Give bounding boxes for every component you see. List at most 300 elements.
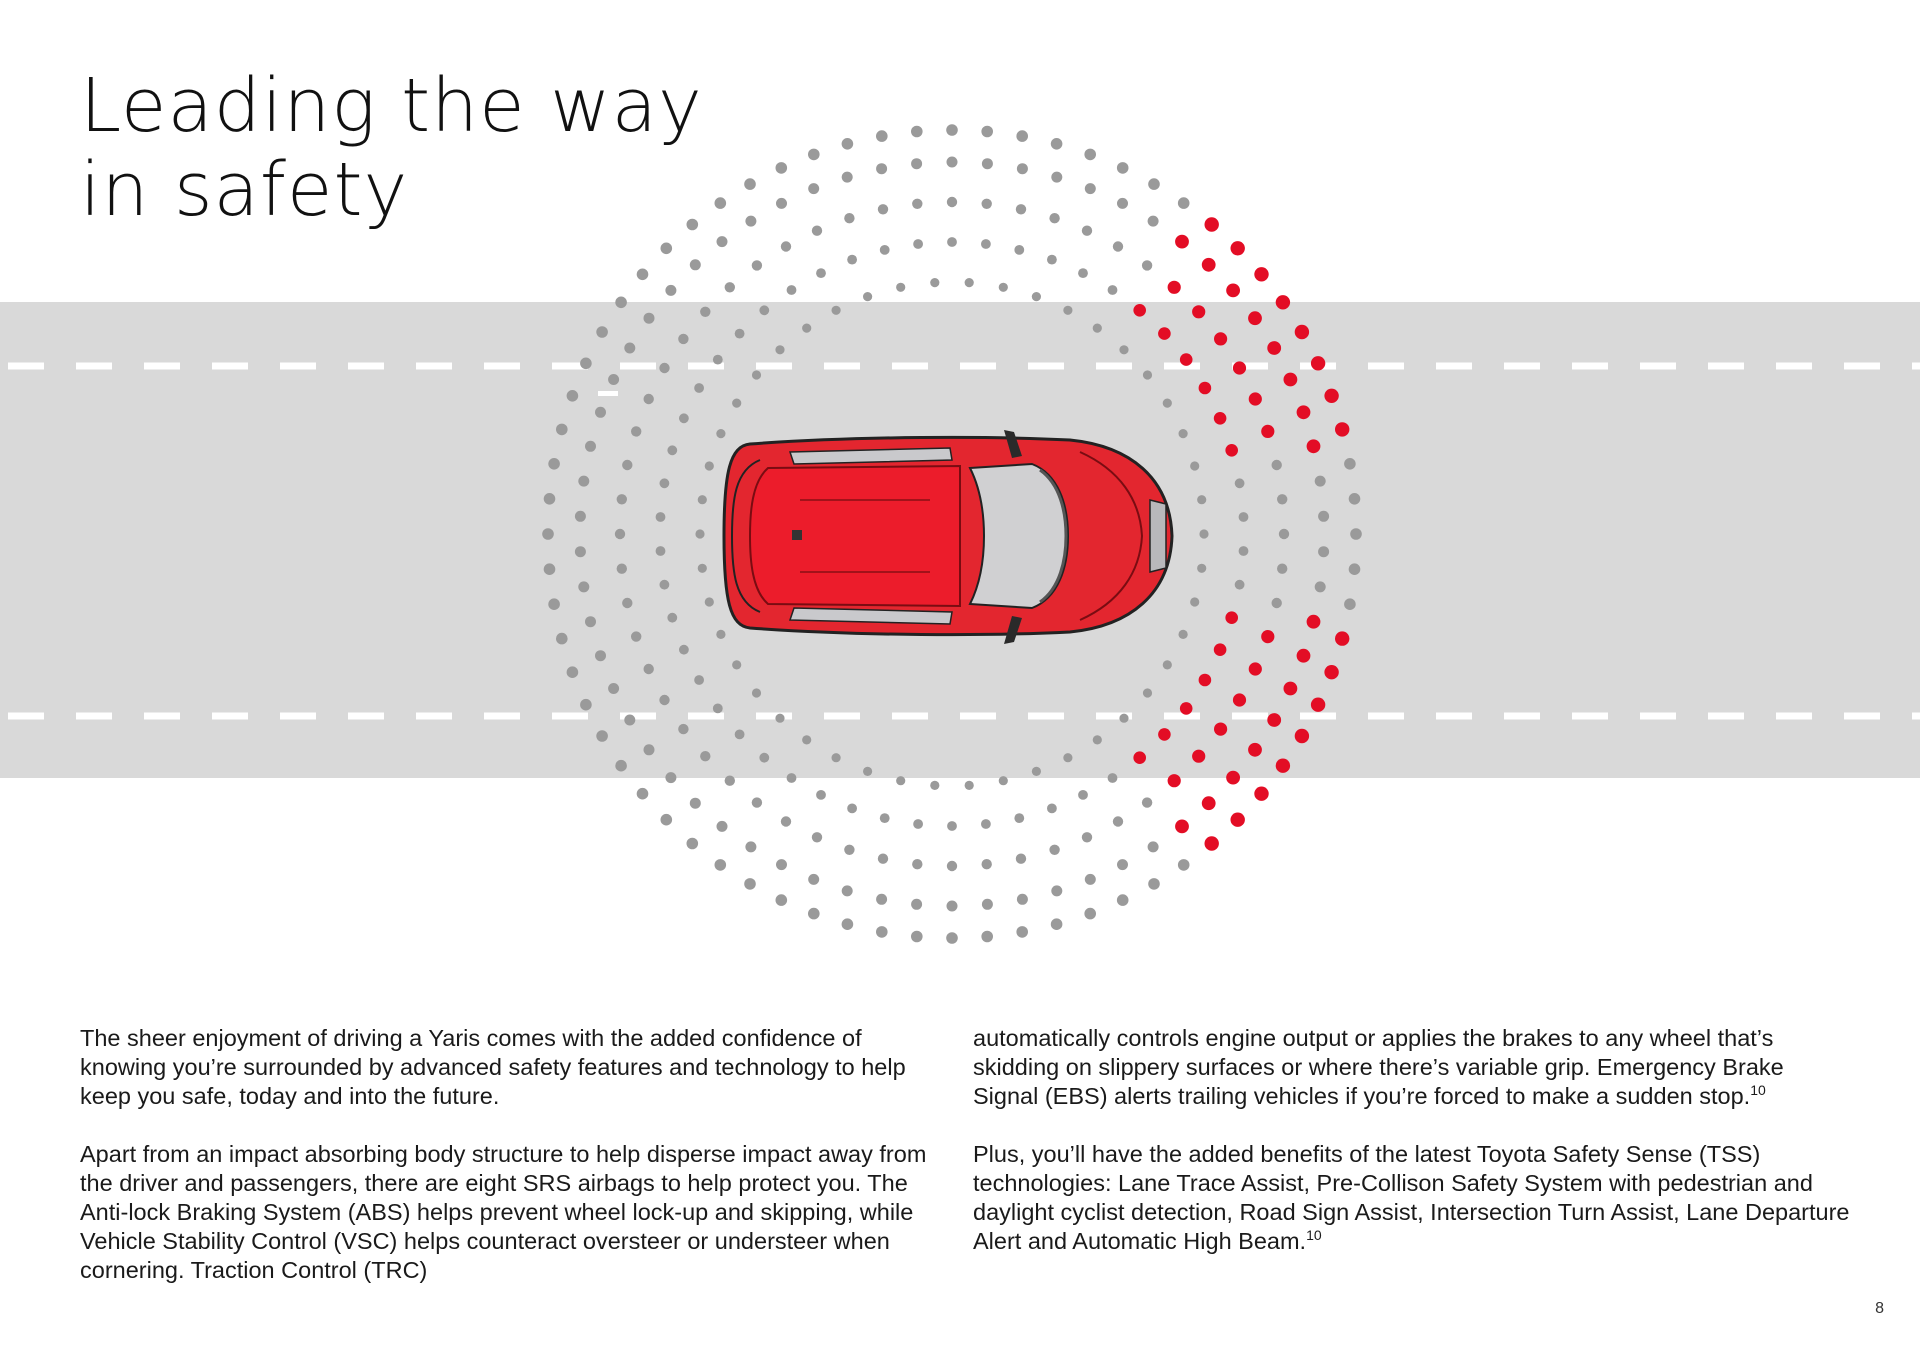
sensor-dot-active [1284,682,1298,696]
sensor-dot [1143,688,1152,697]
sensor-dot [1178,197,1190,209]
sensor-dot [1239,546,1249,556]
sensor-dot [725,282,735,292]
sensor-dot [1082,226,1092,236]
sensor-dot [1085,183,1096,194]
sensor-dot [700,307,710,317]
sensor-dot [1014,245,1024,255]
sensor-dot [678,334,688,344]
sensor-dot-active [1295,325,1309,339]
sensor-dot [880,245,890,255]
sensor-dot [781,816,791,826]
sensor-dot [578,581,589,592]
sensor-dot [1051,918,1063,930]
sensor-dot [947,237,957,247]
sensor-dot [1049,845,1059,855]
sensor-dot [816,790,826,800]
sensor-dot [580,699,592,711]
sensor-dot [1093,324,1102,333]
sensor-dot-active [1133,751,1146,764]
sensor-dot [732,399,741,408]
sensor-dot [776,859,787,870]
footnote-reference: 10 [1306,1227,1322,1243]
sensor-dot [644,313,655,324]
sensor-dot [1148,216,1159,227]
sensor-dot-active [1267,341,1281,355]
sensor-dot [946,124,958,136]
sensor-dot [542,528,554,540]
sensor-dot [876,926,888,938]
sensor-dot-active [1307,439,1321,453]
sensor-dot [608,374,619,385]
sensor-dot [1084,149,1096,161]
sensor-dot [1272,460,1282,470]
sensor-dot [1148,178,1160,190]
sensor-dot [947,901,958,912]
sensor-dot [808,908,820,920]
sensor-dot [544,563,556,575]
sensor-dot-active [1261,425,1274,438]
sensor-dot [595,407,606,418]
sensor-dot [965,781,974,790]
sensor-dot [847,804,857,814]
sensor-dot [732,660,741,669]
sensor-dot [1148,878,1160,890]
sensor-dot [1190,597,1199,606]
sensor-dot [802,735,811,744]
body-paragraph [973,1024,1853,1111]
sensor-dot [776,198,787,209]
body-column-left [80,1024,940,1314]
sensor-dot [775,345,784,354]
sensor-dot [1078,790,1088,800]
sensor-dot [781,241,791,251]
sensor-dot [1078,268,1088,278]
sensor-dot [1085,874,1096,885]
sensor-dot [715,859,727,871]
sensor-dot [1063,306,1072,315]
sensor-dot [1239,512,1249,522]
sensor-dot [982,158,993,169]
sensor-dot-active [1231,813,1245,827]
sensor-dot [745,216,756,227]
sensor-dot-active [1233,693,1246,706]
sensor-dot-active [1192,750,1205,763]
sensor-dot [863,767,872,776]
sensor-dot [1032,292,1041,301]
sensor-dot [1119,714,1128,723]
sensor-dot [982,199,992,209]
sensor-dot [946,932,958,944]
sensor-dot [1318,546,1329,557]
sensor-dot [1047,804,1057,814]
sensor-dot [1014,813,1024,823]
sensor-dot [608,683,619,694]
sensor-dot-active [1214,412,1227,425]
sensor-dot-active [1307,615,1321,629]
sensor-dot [1349,493,1361,505]
sensor-dot [912,199,922,209]
sensor-dot [1235,478,1245,488]
sensor-dot-active [1248,311,1262,325]
sensor-dot [567,390,579,402]
sensor-dot-active [1226,771,1240,785]
sensor-dot [1051,138,1063,150]
sensor-dot [1017,163,1028,174]
sensor-dot [744,178,756,190]
sensor-dot-active [1205,217,1219,231]
sensor-dot [816,268,826,278]
sensor-dot [715,197,727,209]
sensor-dot-active [1168,774,1181,787]
sensor-dot [631,426,641,436]
sensor-dot [622,460,632,470]
sensor-dot [1197,564,1206,573]
sensor-dot [999,283,1008,292]
sensor-dot [687,219,699,231]
sensor-dot [775,714,784,723]
sensor-dot [665,285,676,296]
sensor-dot-active [1249,392,1262,405]
sensor-dot-active [1284,373,1298,387]
sensor-dot [1084,908,1096,920]
sensor-dot [585,441,596,452]
sensor-dot [1113,241,1123,251]
sensor-dot-active [1205,836,1219,850]
sensor-dot-active [1133,304,1146,317]
sensor-dot [930,781,939,790]
sensor-dot [1277,564,1287,574]
sensor-dot-active [1295,729,1309,743]
sensor-dot-active [1254,267,1268,281]
sensor-dot [876,894,887,905]
sensor-dot [580,358,592,370]
sensor-dot [744,878,756,890]
sensor-dot-active [1202,796,1216,810]
sensor-dot [1049,213,1059,223]
sensor-dot [787,773,797,783]
sensor-dot [752,260,762,270]
sensor-dot [544,493,556,505]
sensor-dot [1344,598,1356,610]
sensor-dot [698,495,707,504]
sensor-dot [896,776,905,785]
sensor-dot [1082,832,1092,842]
sensor-dot [548,598,560,610]
sensor-dot [844,213,854,223]
sensor-dot [694,383,704,393]
sensor-dot-active [1180,702,1193,715]
title-line-2: in safety [80,147,409,233]
sensor-dot [1235,580,1245,590]
sensor-dot-active [1311,356,1325,370]
footnote-reference: 10 [1750,1082,1766,1098]
sensor-dot [913,239,923,249]
sensor-dot [661,243,673,255]
body-text: automatically controls engine output or applies the brakes to any wheel that’s skidding on slippery surfaces or where there’s variable grip. Emergency Brake Signal (EBS) alerts trailing vehicles if you’re forced to make a sudden stop. [973,1025,1784,1109]
sensor-dot [1142,797,1152,807]
sensor-dot [637,269,649,281]
sensor-dot [1117,198,1128,209]
sensor-dot [832,753,841,762]
sensor-dot [656,546,666,556]
sensor-dot [842,885,853,896]
sensor-dot [759,753,769,763]
sensor-dot [844,845,854,855]
sensor-dot [595,650,606,661]
sensor-dot [947,157,958,168]
sensor-dot [679,413,689,423]
sensor-dot [659,695,669,705]
sensor-dot [695,529,704,538]
sensor-dot [713,355,723,365]
sensor-dot [1117,859,1128,870]
sensor-dot-active [1214,643,1227,656]
sensor-dot [1119,345,1128,354]
sensor-dot [878,854,888,864]
sensor-dot [981,931,993,943]
sensor-dot [644,744,655,755]
sensor-dot [1148,841,1159,852]
sensor-dot [1318,511,1329,522]
sensor-dot-active [1297,649,1311,663]
sensor-dot [735,329,745,339]
sensor-dot-active [1214,723,1227,736]
sensor-dot-active [1225,611,1238,624]
sensor-dot [1315,476,1326,487]
sensor-dot-active [1199,674,1212,687]
sensor-dot [880,813,890,823]
sensor-dot [687,838,699,850]
sensor-dot-active [1158,728,1171,741]
sensor-dot [548,458,560,470]
sensor-dot [1344,458,1356,470]
sensor-dot [1117,894,1129,906]
sensor-dot [752,688,761,697]
sensor-dot [776,162,788,174]
car-icon [724,430,1172,644]
sensor-dot [1051,885,1062,896]
sensor-dot [876,130,888,142]
sensor-dot [982,859,992,869]
sensor-dot [847,255,857,265]
sensor-dot [1016,854,1026,864]
sensor-dot [878,204,888,214]
sensor-dot-active [1267,713,1281,727]
sensor-dot [1063,753,1072,762]
sensor-dot [556,424,568,436]
sensor-dot-active [1202,258,1216,272]
sensor-dot [624,343,635,354]
sensor-dot [1279,529,1289,539]
sensor-dot [637,788,649,800]
sensor-dot [705,597,714,606]
sensor-dot [1108,285,1118,295]
sensor-dot [665,772,676,783]
sensor-dot [725,776,735,786]
sensor-dot [1143,370,1152,379]
sensor-dot [911,126,923,138]
sensor-dot [911,158,922,169]
sensor-dot [808,183,819,194]
sensor-dot [1117,162,1129,174]
sensor-dot [624,715,635,726]
sensor-dot [842,172,853,183]
sensor-dot [947,197,957,207]
sensor-dot [930,278,939,287]
sensor-dot [716,429,725,438]
sensor-dot [1277,494,1287,504]
sensor-dot [1142,260,1152,270]
sensor-dot [776,894,788,906]
sensor-dot-active [1168,281,1181,294]
sensor-dot [1349,563,1361,575]
body-paragraph [973,1140,1853,1256]
body-text: Plus, you’ll have the added benefits of the latest Toyota Safety Sense (TSS) technologies: Lane Trace Assist, Pre-Collison Safety System with pedestrian and daylight cyclist detection, Road Sign Assist, Intersection Turn Assist, Lane Departure Alert and Automatic High Beam. [973,1141,1850,1254]
sensor-dot [644,664,654,674]
sensor-dot [735,730,745,740]
sensor-dot [842,138,854,150]
sensor-dot [1163,399,1172,408]
sensor-dot [1047,255,1057,265]
sensor-dot [690,798,701,809]
sensor-dot [981,126,993,138]
sensor-dot [596,730,608,742]
sensor-dot-active [1226,284,1240,298]
sensor-dot-active [1175,235,1189,249]
sensor-dot [556,633,568,645]
sensor-dot-active [1335,422,1349,436]
sensor-dot [700,751,710,761]
sensor-dot [679,645,689,655]
sensor-dot-active [1276,759,1290,773]
sensor-dot-active [1175,820,1189,834]
sensor-dot [615,760,627,772]
page-number: 8 [1875,1300,1884,1317]
sensor-dot [617,564,627,574]
sensor-dot [752,370,761,379]
sensor-dot [1350,528,1362,540]
sensor-dot [1016,926,1028,938]
sensor-dot-active [1276,295,1290,309]
body-paragraph: Apart from an impact absorbing body structure to help disperse impact away from the driver and passengers, there are eight SRS airbags to help protect you. The Anti-lock Braking System (ABS) helps prevent wheel lock-up and skipping, while Vehicle Stability Control (VSC) helps counteract oversteer or understeer when cornering. Traction Control (TRC) [80,1141,927,1283]
sensor-dot [863,292,872,301]
sensor-dot [1016,204,1026,214]
sensor-dot [1199,529,1208,538]
sensor-dot [644,394,654,404]
sensor-dot-active [1261,630,1274,643]
sensor-dot-active [1254,787,1268,801]
sensor-dot [965,278,974,287]
sensor-dot [631,631,641,641]
sensor-dot [575,546,586,557]
sensor-dot [947,861,957,871]
sensor-dot [661,814,673,826]
sensor-dot [1032,767,1041,776]
lane-marking-fragment [598,391,618,396]
sensor-dot [1016,130,1028,142]
sensor-dot [1108,773,1118,783]
sensor-dot [745,841,756,852]
sensor-dot [1315,581,1326,592]
sensor-dot [1179,630,1188,639]
sensor-dot [1051,172,1062,183]
sensor-dot-active [1324,389,1338,403]
sensor-dot [659,363,669,373]
sensor-dot [622,598,632,608]
sensor-dot [596,326,608,338]
sensor-dot [615,529,625,539]
sensor-dot [1197,495,1206,504]
sensor-dot [812,832,822,842]
sensor-dot [832,306,841,315]
sensor-dot [656,512,666,522]
sensor-dot [660,478,670,488]
sensor-dot [716,630,725,639]
sensor-dot [1017,894,1028,905]
sensor-dot [812,226,822,236]
sensor-dot-active [1192,305,1205,318]
sensor-dot [911,931,923,943]
title-line-1: Leading the way [80,63,703,149]
sensor-dot [759,305,769,315]
sensor-dot [787,285,797,295]
body-column-right [973,1024,1853,1285]
sensor-dot-active [1199,382,1212,395]
sensor-dot [999,776,1008,785]
sensor-dot-active [1324,665,1338,679]
sensor-dot [1272,598,1282,608]
sensor-dot [617,494,627,504]
sensor-dot [752,797,762,807]
sensor-dot [567,666,579,678]
sensor-dot [876,163,887,174]
sensor-dot-active [1158,327,1171,340]
sensor-dot-active [1225,444,1238,457]
sensor-dot [1179,429,1188,438]
sensor-dot [713,704,723,714]
sensor-dot [802,324,811,333]
sensor-dot [694,675,704,685]
sensor-dot [1190,461,1199,470]
sensor-dot-active [1214,332,1227,345]
sensor-dot [1113,816,1123,826]
sensor-dot [615,297,627,309]
sensor-dot [578,476,589,487]
sensor-dot [705,461,714,470]
sensor-dot [911,899,922,910]
sensor-dot [912,859,922,869]
sensor-dot [698,564,707,573]
sensor-dot [981,819,991,829]
sensor-dot [660,580,670,590]
sensor-dot-active [1311,698,1325,712]
sensor-dot-active [1233,361,1246,374]
sensor-dot [842,918,854,930]
body-paragraph: The sheer enjoyment of driving a Yaris comes with the added confidence of knowing you’re surrounded by advanced safety features and technology to help keep you safe, today and into the future. [80,1025,906,1109]
sensor-dot [1178,859,1190,871]
sensor-dot [717,236,728,247]
sensor-dot [1093,735,1102,744]
sensor-dot [982,899,993,910]
sensor-dot [1163,660,1172,669]
sensor-dot [808,874,819,885]
sensor-dot [575,511,586,522]
sensor-dot [913,819,923,829]
sensor-dot-active [1249,662,1262,675]
sensor-dot [585,616,596,627]
sensor-dot-active [1335,631,1349,645]
